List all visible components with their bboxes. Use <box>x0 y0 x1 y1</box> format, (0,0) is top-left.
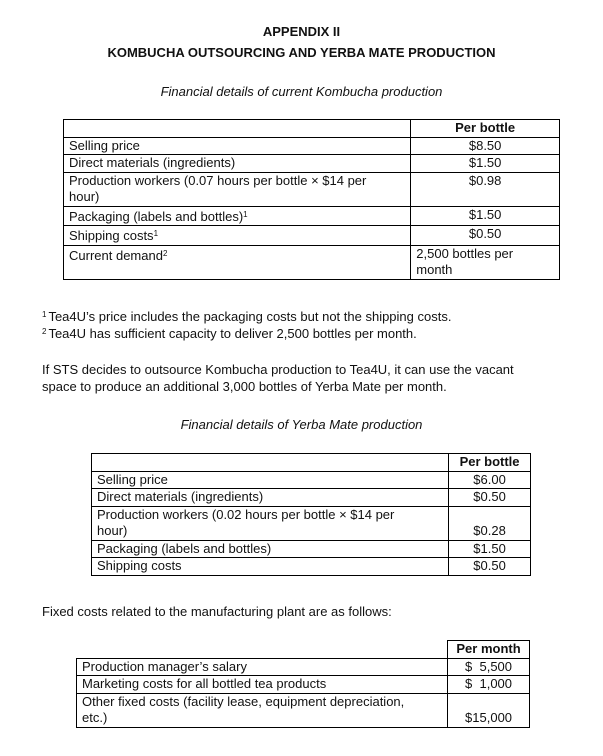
row-value: $0.28 <box>449 506 531 540</box>
row-value: $0.98 <box>411 172 560 206</box>
header-blank-cell <box>92 454 449 472</box>
footnote-marker: 2 <box>162 248 168 258</box>
table-row <box>77 658 530 676</box>
table-header-row <box>77 641 530 659</box>
row-value: $1.50 <box>411 155 560 173</box>
fixed-costs-intro: Fixed costs related to the manufacturing plant are as follows: <box>42 604 392 619</box>
label-text: Packaging (labels and bottles) <box>69 208 244 224</box>
fixed-costs-table <box>76 640 530 728</box>
row-label <box>64 206 411 226</box>
row-label: Direct materials (ingredients) <box>92 489 449 507</box>
kombucha-table <box>63 119 560 280</box>
yerba-table <box>91 453 531 576</box>
label-line-2: hour) <box>69 189 100 204</box>
label-line-1: Production workers (0.02 hours per bottle × $14 per <box>97 506 395 522</box>
paragraph-line-2: space to produce an additional 3,000 bottles of Yerba Mate per month. <box>42 379 447 394</box>
kombucha-caption: Financial details of current Kombucha production <box>160 84 443 99</box>
value-line-1: 2,500 bottles per <box>416 245 514 261</box>
yerba-header-per-bottle: Per bottle <box>449 454 531 472</box>
row-label: Shipping costs <box>92 558 449 576</box>
footnote-marker: 1 <box>153 229 159 238</box>
appendix-label: APPENDIX II <box>262 24 341 39</box>
label-line-2: etc.) <box>82 710 108 725</box>
table-row <box>64 206 560 226</box>
label-text: Shipping costs <box>69 228 154 243</box>
value-line-2: month <box>416 262 453 277</box>
row-value: $1.50 <box>411 206 560 226</box>
row-value: $15,000 <box>448 693 530 727</box>
outsource-paragraph <box>42 361 562 395</box>
table-header-row <box>92 454 531 472</box>
row-value: $ 5,500 <box>448 658 530 676</box>
table-row <box>92 558 531 576</box>
footnote-number: 2 <box>42 327 47 336</box>
table-row <box>64 226 560 246</box>
footnote-marker: 1 <box>243 209 248 219</box>
row-value <box>411 245 560 279</box>
table-row <box>77 693 530 727</box>
yerba-caption: Financial details of Yerba Mate production <box>180 417 423 432</box>
row-value: $8.50 <box>411 137 560 155</box>
row-value: $ 1,000 <box>448 676 530 694</box>
row-label: Production manager’s salary <box>77 658 448 676</box>
row-label: Selling price <box>64 137 411 155</box>
row-label: Direct materials (ingredients) <box>64 155 411 173</box>
row-label: Marketing costs for all bottled tea products <box>77 676 448 694</box>
label-line-1: Production workers (0.07 hours per bottle × $14 per <box>69 172 367 188</box>
row-value: $0.50 <box>411 226 560 246</box>
table-row <box>92 471 531 489</box>
label-line-1: Other fixed costs (facility lease, equipment depreciation, <box>82 693 405 709</box>
row-label <box>77 693 448 727</box>
header-blank-cell <box>64 120 411 138</box>
paragraph-line-1: If STS decides to outsource Kombucha production to Tea4U, it can use the vacant <box>42 362 514 377</box>
row-value: $0.50 <box>449 558 531 576</box>
row-label: Packaging (labels and bottles) <box>92 540 449 558</box>
footnote-2 <box>42 324 417 342</box>
row-value: $6.00 <box>449 471 531 489</box>
label-line-2: hour) <box>97 523 128 538</box>
table-row <box>64 137 560 155</box>
label-text: Current demand <box>69 247 163 263</box>
table-row <box>77 676 530 694</box>
appendix-title: KOMBUCHA OUTSOURCING AND YERBA MATE PRODUCTION <box>107 45 496 60</box>
row-value: $0.50 <box>449 489 531 507</box>
table-row <box>92 506 531 540</box>
row-value: $1.50 <box>449 540 531 558</box>
table-row <box>64 155 560 173</box>
table-row <box>64 172 560 206</box>
footnote-text: Tea4U’s price includes the packaging costs but not the shipping costs. <box>48 309 452 324</box>
footnote-number: 1 <box>42 310 47 319</box>
row-label <box>64 226 411 246</box>
table-row <box>64 245 560 279</box>
kombucha-header-per-bottle: Per bottle <box>411 120 560 138</box>
footnote-1 <box>42 307 451 325</box>
fixed-header-per-month: Per month <box>448 641 530 659</box>
header-blank-cell <box>77 641 448 659</box>
row-label <box>64 245 411 279</box>
table-row <box>92 540 531 558</box>
footnote-text: Tea4U has sufficient capacity to deliver 2,500 bottles per month. <box>48 326 417 341</box>
row-label <box>64 172 411 206</box>
table-row <box>92 489 531 507</box>
row-label: Selling price <box>92 471 449 489</box>
row-label <box>92 506 449 540</box>
table-header-row <box>64 120 560 138</box>
